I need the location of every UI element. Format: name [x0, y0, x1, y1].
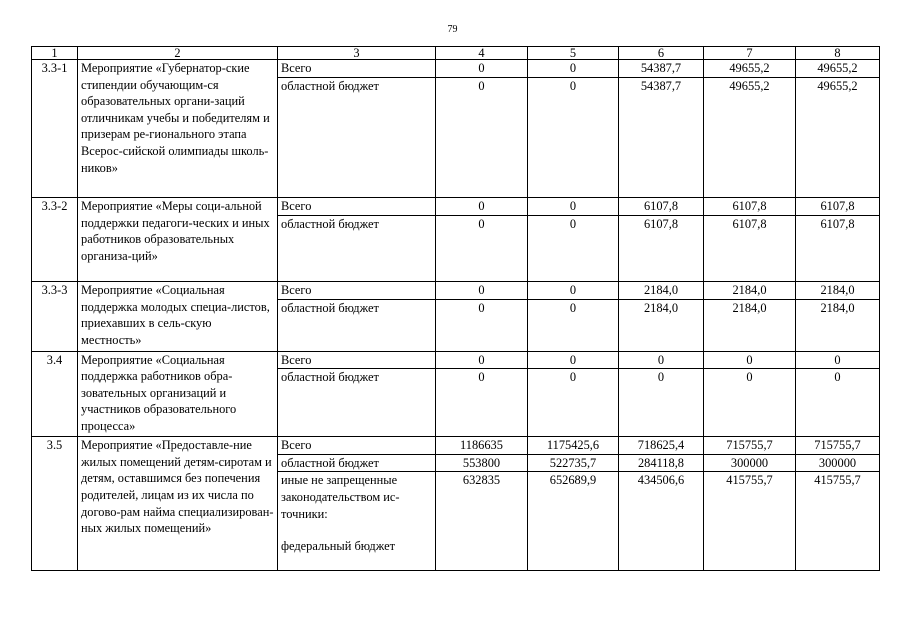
value-cell: 0 — [436, 351, 528, 369]
row-code: 3.3-3 — [32, 282, 78, 352]
table-row — [32, 437, 880, 455]
column-header: 5 — [528, 47, 619, 60]
value-cell: 300000 — [704, 454, 796, 472]
value-cell: 6107,8 — [619, 198, 704, 216]
value-cell: 718625,4 — [619, 437, 704, 455]
value-cell: 522735,7 — [528, 454, 619, 472]
value-cell: 0 — [436, 198, 528, 216]
value-cell: 1186635 — [436, 437, 528, 455]
value-cell: 2184,0 — [619, 299, 704, 351]
event-name: Мероприятие «Социальная поддержка молодых специа-листов, приехавших в сель-скую местность» — [78, 282, 278, 352]
value-cell: 0 — [436, 60, 528, 78]
funding-source-federal: федеральный бюджет — [281, 539, 396, 554]
value-cell: 0 — [796, 351, 880, 369]
funding-source — [278, 472, 436, 571]
value-cell: 0 — [619, 369, 704, 437]
value-cell: 0 — [436, 369, 528, 437]
value-cell: 49655,2 — [704, 60, 796, 78]
value-cell: 632835 — [436, 472, 528, 571]
funding-source: Всего — [278, 351, 436, 369]
value-cell: 0 — [436, 299, 528, 351]
value-cell: 0 — [528, 198, 619, 216]
column-header: 7 — [704, 47, 796, 60]
value-cell: 6107,8 — [796, 198, 880, 216]
value-cell: 415755,7 — [704, 472, 796, 571]
value-cell: 49655,2 — [796, 60, 880, 78]
value-cell: 0 — [704, 351, 796, 369]
funding-source: областной бюджет — [278, 369, 436, 437]
value-cell: 0 — [704, 369, 796, 437]
value-cell: 2184,0 — [796, 282, 880, 300]
value-cell: 0 — [436, 78, 528, 198]
row-code: 3.5 — [32, 437, 78, 571]
value-cell: 652689,9 — [528, 472, 619, 571]
table-row — [32, 60, 880, 78]
funding-source: Всего — [278, 282, 436, 300]
funding-source: Всего — [278, 198, 436, 216]
value-cell: 415755,7 — [796, 472, 880, 571]
value-cell: 300000 — [796, 454, 880, 472]
event-name: Мероприятие «Социальная поддержка работников обра-зовательных организаций и участников образовательного процесса» — [78, 351, 278, 437]
event-name: Мероприятие «Губернатор-ские стипендии обучающим-ся образовательных органи-заций отличникам учебы и победителям и призерам ре-гионального этапа Всерос-сийской олимпиады школь-ников» — [78, 60, 278, 198]
value-cell: 0 — [528, 216, 619, 282]
value-cell: 715755,7 — [704, 437, 796, 455]
funding-source: Всего — [278, 60, 436, 78]
value-cell: 6107,8 — [704, 198, 796, 216]
value-cell: 2184,0 — [796, 299, 880, 351]
value-cell: 0 — [436, 282, 528, 300]
column-header: 1 — [32, 47, 78, 60]
value-cell: 284118,8 — [619, 454, 704, 472]
page-number: 79 — [447, 24, 458, 35]
value-cell: 54387,7 — [619, 60, 704, 78]
header-row — [32, 47, 880, 60]
funding-source: областной бюджет — [278, 78, 436, 198]
budget-table — [31, 46, 880, 571]
value-cell: 6107,8 — [619, 216, 704, 282]
value-cell: 1175425,6 — [528, 437, 619, 455]
value-cell: 2184,0 — [704, 282, 796, 300]
event-name: Мероприятие «Предоставле-ние жилых помещений детям-сиротам и детям, оставшимся без попечения родителей, лицам из их числа по догово-рам найма специализирован-ных жилых помещений» — [78, 437, 278, 571]
column-header: 8 — [796, 47, 880, 60]
column-header: 6 — [619, 47, 704, 60]
table-row — [32, 282, 880, 300]
funding-source: Всего — [278, 437, 436, 455]
value-cell: 0 — [796, 369, 880, 437]
row-code: 3.3-2 — [32, 198, 78, 282]
table-row — [32, 351, 880, 369]
funding-source-other: иные не запрещенные законодательством ис-точники: — [281, 473, 400, 521]
value-cell: 0 — [436, 216, 528, 282]
event-name: Мероприятие «Меры соци-альной поддержки педагоги-ческих и иных работников образовательных организа-ций» — [78, 198, 278, 282]
column-header: 4 — [436, 47, 528, 60]
row-code: 3.3-1 — [32, 60, 78, 198]
funding-source: областной бюджет — [278, 216, 436, 282]
value-cell: 2184,0 — [704, 299, 796, 351]
funding-source: областной бюджет — [278, 299, 436, 351]
value-cell: 49655,2 — [796, 78, 880, 198]
table-row — [32, 198, 880, 216]
value-cell: 6107,8 — [704, 216, 796, 282]
value-cell: 0 — [528, 299, 619, 351]
value-cell: 0 — [528, 369, 619, 437]
value-cell: 553800 — [436, 454, 528, 472]
column-header: 3 — [278, 47, 436, 60]
value-cell: 49655,2 — [704, 78, 796, 198]
value-cell: 0 — [619, 351, 704, 369]
value-cell: 6107,8 — [796, 216, 880, 282]
row-code: 3.4 — [32, 351, 78, 437]
value-cell: 0 — [528, 60, 619, 78]
value-cell: 54387,7 — [619, 78, 704, 198]
value-cell: 434506,6 — [619, 472, 704, 571]
value-cell: 0 — [528, 282, 619, 300]
value-cell: 0 — [528, 351, 619, 369]
value-cell: 715755,7 — [796, 437, 880, 455]
column-header: 2 — [78, 47, 278, 60]
value-cell: 2184,0 — [619, 282, 704, 300]
value-cell: 0 — [528, 78, 619, 198]
funding-source: областной бюджет — [278, 454, 436, 472]
